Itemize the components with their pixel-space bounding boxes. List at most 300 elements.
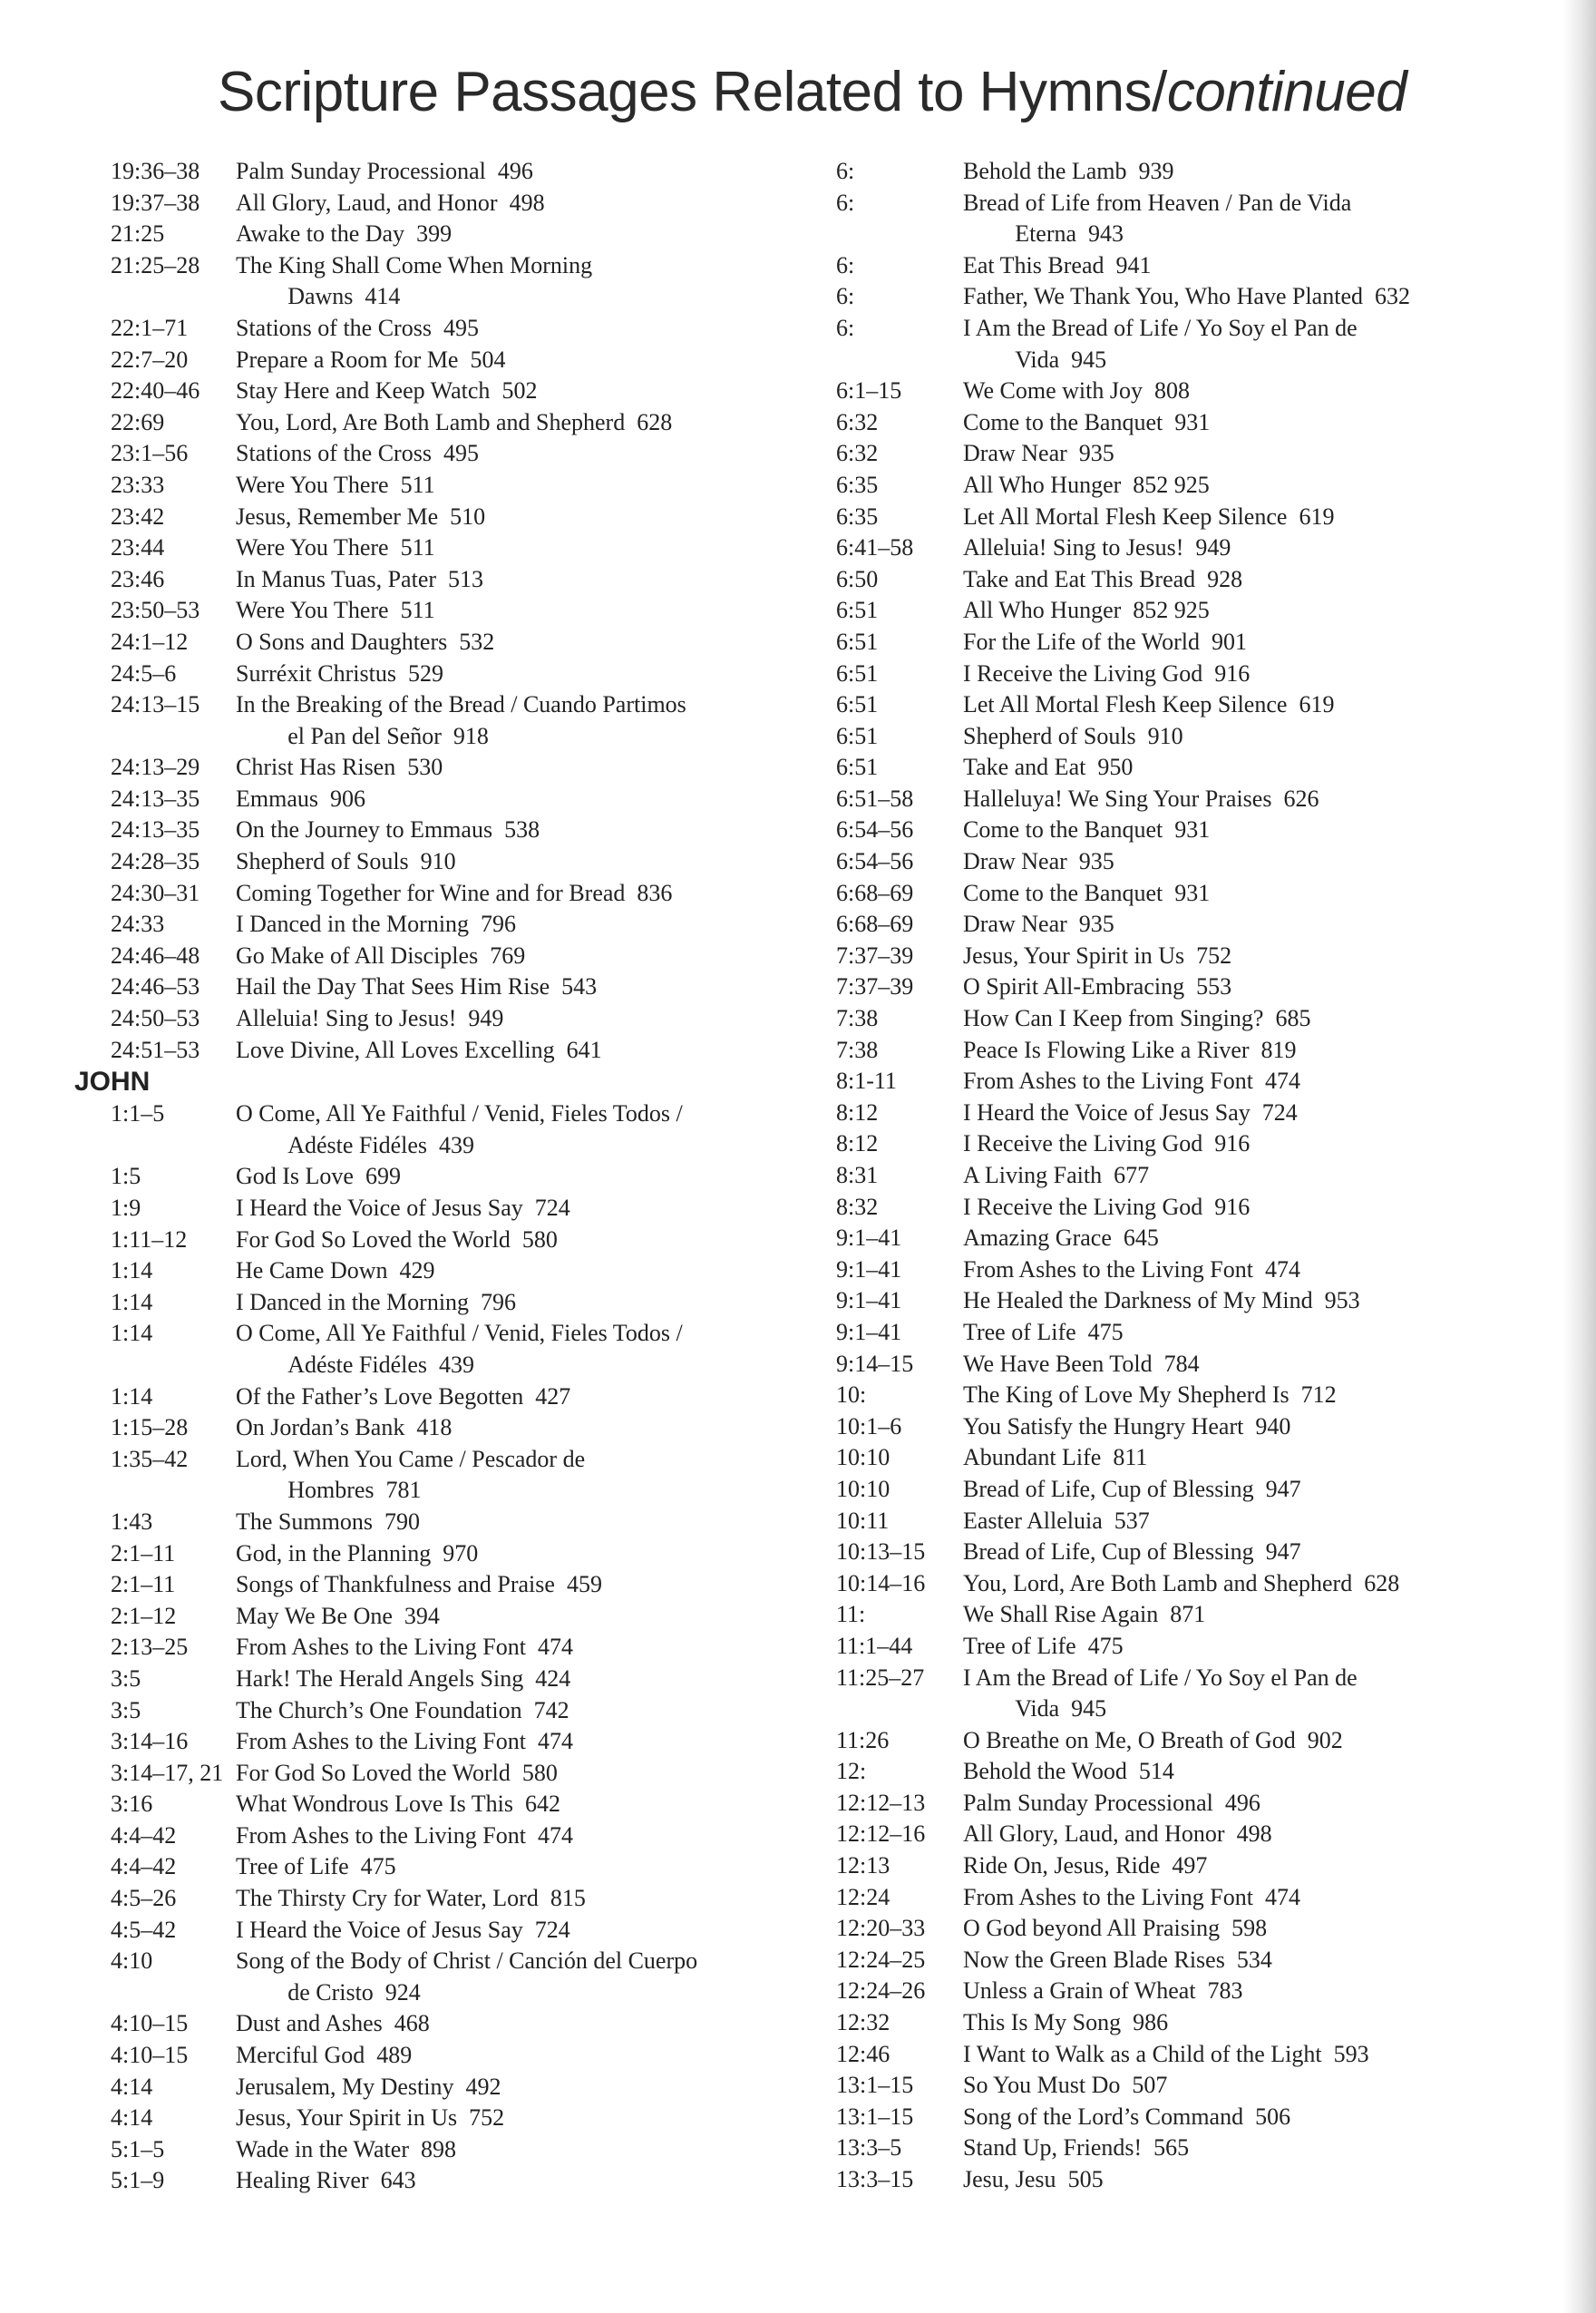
hymn-title: Surréxit Christus bbox=[236, 659, 396, 687]
hymn-number: 414 bbox=[365, 283, 401, 310]
hymn-number: 916 bbox=[1214, 1130, 1251, 1157]
hymn-number: 474 bbox=[1264, 1255, 1300, 1283]
hymn-title: Prepare a Room for Me bbox=[236, 346, 459, 373]
hymn-number: 543 bbox=[561, 973, 598, 1000]
index-entry bbox=[836, 1442, 1444, 1474]
hymn-title: Were You There bbox=[236, 471, 389, 498]
index-entry bbox=[111, 752, 700, 784]
hymn-title: Jesus, Your Spirit in Us bbox=[236, 2104, 458, 2132]
scripture-ref: 12:32 bbox=[836, 2009, 890, 2036]
index-entry bbox=[836, 1223, 1444, 1254]
hymn-title: Abundant Life bbox=[963, 1444, 1102, 1471]
scripture-ref: 1:35–42 bbox=[111, 1445, 189, 1472]
scripture-ref: 12:24 bbox=[836, 1883, 890, 1910]
hymn-entry bbox=[963, 564, 1444, 596]
hymn-entry bbox=[963, 1631, 1444, 1663]
hymn-title: I Receive the Living God bbox=[963, 1193, 1203, 1220]
hymn-entry bbox=[963, 1788, 1444, 1820]
scripture-ref: 6:41–58 bbox=[836, 534, 914, 561]
hymn-entry bbox=[236, 1946, 700, 2008]
hymn-entry bbox=[236, 752, 700, 784]
scripture-ref: 22:1–71 bbox=[111, 314, 189, 341]
index-entry bbox=[836, 1945, 1444, 1976]
index-entry bbox=[111, 689, 700, 752]
scripture-ref: 12:24–25 bbox=[836, 1946, 926, 1973]
scripture-ref: 4:14 bbox=[111, 2104, 153, 2132]
hymn-number: 507 bbox=[1132, 2072, 1168, 2099]
hymn-number: 532 bbox=[459, 628, 495, 655]
hymn-number: 819 bbox=[1260, 1036, 1297, 1063]
index-entry bbox=[111, 1412, 700, 1444]
hymn-entry bbox=[963, 659, 1444, 690]
hymn-number: 504 bbox=[470, 346, 506, 373]
hymn-title: Stand Up, Friends! bbox=[963, 2134, 1143, 2162]
scripture-ref: 6:51 bbox=[836, 659, 879, 687]
scripture-ref: 24:30–31 bbox=[111, 879, 200, 906]
scripture-ref: 10: bbox=[836, 1381, 867, 1409]
scripture-ref: 9:1–41 bbox=[836, 1225, 902, 1252]
hymn-entry bbox=[236, 502, 700, 533]
scripture-ref: 23:46 bbox=[111, 565, 165, 592]
hymn-number: 506 bbox=[1255, 2103, 1291, 2130]
hymn-entry bbox=[236, 595, 700, 627]
hymn-entry bbox=[963, 1223, 1444, 1254]
hymn-entry bbox=[963, 188, 1444, 250]
hymn-title: Jesus, Remember Me bbox=[236, 503, 439, 530]
hymn-number: 781 bbox=[385, 1477, 422, 1504]
hymn-entry bbox=[963, 1882, 1444, 1914]
hymn-number: 699 bbox=[365, 1163, 401, 1190]
index-entry bbox=[111, 1726, 700, 1758]
hymn-number: 645 bbox=[1123, 1225, 1159, 1252]
hymn-number: 598 bbox=[1231, 1915, 1268, 1942]
scripture-ref: 1:11–12 bbox=[111, 1225, 188, 1253]
scripture-ref: 24:28–35 bbox=[111, 848, 200, 875]
hymn-title: Palm Sunday Processional bbox=[236, 158, 486, 184]
hymn-entry bbox=[963, 1599, 1444, 1631]
hymn-number: 931 bbox=[1174, 408, 1211, 435]
hymn-entry bbox=[963, 784, 1444, 815]
hymn-title: This Is My Song bbox=[963, 2009, 1122, 2036]
hymn-entry bbox=[963, 1066, 1444, 1098]
hymn-entry bbox=[963, 1663, 1444, 1725]
scripture-ref: 13:1–15 bbox=[836, 2103, 914, 2130]
hymn-number: 796 bbox=[481, 1288, 517, 1315]
hymn-title: Amazing Grace bbox=[963, 1225, 1112, 1252]
hymn-number: 916 bbox=[1214, 1193, 1251, 1220]
scripture-ref: 22:7–20 bbox=[111, 346, 189, 373]
hymn-title: Shepherd of Souls bbox=[963, 722, 1136, 749]
index-entry bbox=[836, 281, 1444, 313]
index-entry bbox=[836, 407, 1444, 439]
hymn-entry bbox=[236, 1318, 700, 1381]
scripture-ref: 24:13–35 bbox=[111, 816, 200, 844]
index-entry bbox=[111, 1035, 700, 1067]
scripture-ref: 23:44 bbox=[111, 534, 165, 561]
hymn-entry bbox=[963, 1411, 1444, 1443]
scripture-ref: 1:15–28 bbox=[111, 1414, 189, 1441]
hymn-entry bbox=[963, 1317, 1444, 1349]
hymn-entry bbox=[236, 909, 700, 941]
hymn-number: 394 bbox=[404, 1602, 440, 1629]
scripture-ref: 6: bbox=[836, 251, 855, 278]
hymn-title: Bread of Life from Heaven / Pan de Vida Eterna bbox=[963, 189, 1352, 248]
hymn-number: 950 bbox=[1097, 754, 1134, 781]
hymn-entry bbox=[963, 470, 1444, 502]
hymn-number: 475 bbox=[1087, 1318, 1124, 1345]
hymn-title: Let All Mortal Flesh Keep Silence bbox=[963, 691, 1288, 718]
scripture-ref: 4:5–42 bbox=[111, 1916, 177, 1943]
index-entry bbox=[836, 1599, 1444, 1631]
hymn-entry bbox=[963, 1725, 1444, 1757]
hymn-number: 931 bbox=[1174, 816, 1211, 844]
hymn-title: Jesu, Jesu bbox=[963, 2166, 1056, 2192]
hymn-entry bbox=[236, 407, 700, 439]
index-entry bbox=[111, 941, 700, 972]
hymn-entry bbox=[236, 470, 700, 502]
hymn-title: Alleluia! Sing to Jesus! bbox=[963, 534, 1184, 561]
hymn-entry bbox=[963, 1098, 1444, 1129]
hymn-title: Tree of Life bbox=[236, 1853, 349, 1880]
scripture-ref: 6:32 bbox=[836, 408, 879, 435]
scripture-ref: 6: bbox=[836, 314, 855, 341]
scripture-ref: 6:51 bbox=[836, 691, 879, 718]
hymn-number: 439 bbox=[439, 1351, 474, 1378]
hymn-title: Easter Alleluia bbox=[963, 1507, 1103, 1534]
hymn-entry bbox=[963, 1285, 1444, 1317]
scripture-ref: 12:20–33 bbox=[836, 1915, 926, 1942]
hymn-title: The Summons bbox=[236, 1508, 373, 1535]
scripture-ref: 6:51 bbox=[836, 722, 879, 749]
hymn-title: Palm Sunday Processional bbox=[963, 1789, 1213, 1816]
hymn-entry bbox=[236, 2008, 700, 2040]
hymn-title: Emmaus bbox=[236, 785, 318, 812]
scripture-ref: 8:12 bbox=[836, 1130, 879, 1157]
hymn-title: I Am the Bread of Life / Yo Soy el Pan de Vida bbox=[963, 314, 1358, 373]
hymn-title: From Ashes to the Living Font bbox=[236, 1821, 526, 1849]
hymn-number: 489 bbox=[376, 2042, 413, 2069]
hymn-title: Behold the Lamb bbox=[963, 158, 1127, 184]
hymn-entry bbox=[963, 1254, 1444, 1286]
hymn-title: All Who Hunger bbox=[963, 597, 1122, 624]
scripture-ref: 24:5–6 bbox=[111, 659, 177, 687]
hymn-number: 949 bbox=[1195, 534, 1231, 561]
hymn-number: 474 bbox=[537, 1634, 573, 1661]
scripture-ref: 6:68–69 bbox=[836, 879, 914, 906]
index-entry bbox=[111, 1225, 700, 1256]
index-entry bbox=[111, 188, 700, 220]
scripture-ref: 12:13 bbox=[836, 1852, 890, 1879]
hymn-title: Take and Eat This Bread bbox=[963, 565, 1196, 592]
hymn-title: O Come, All Ye Faithful / Venid, Fieles Todos / Adéste Fidéles bbox=[236, 1320, 683, 1378]
scripture-ref: 6:68–69 bbox=[836, 911, 914, 938]
index-entry bbox=[111, 438, 700, 470]
index-entry bbox=[836, 1537, 1444, 1568]
hymn-entry bbox=[236, 1820, 700, 1852]
index-entry bbox=[111, 1255, 700, 1287]
index-entry bbox=[836, 846, 1444, 878]
hymn-number: 538 bbox=[504, 816, 540, 844]
hymn-entry bbox=[963, 1349, 1444, 1381]
hymn-entry bbox=[963, 971, 1444, 1003]
hymn-number: 953 bbox=[1324, 1287, 1360, 1314]
hymn-title: Awake to the Day bbox=[236, 220, 405, 248]
scripture-ref: 10:14–16 bbox=[836, 1569, 926, 1596]
hymn-title: Behold the Wood bbox=[963, 1758, 1127, 1785]
hymn-number: 811 bbox=[1113, 1444, 1148, 1471]
hymn-title: From Ashes to the Living Font bbox=[963, 1883, 1253, 1910]
hymn-number: 808 bbox=[1153, 377, 1190, 405]
hymn-title: The Thirsty Cry for Water, Lord bbox=[236, 1885, 539, 1912]
hymn-title: Come to the Banquet bbox=[963, 816, 1163, 844]
hymn-number: 628 bbox=[637, 408, 673, 435]
hymn-title: The King Shall Come When Morning Dawns bbox=[236, 251, 593, 310]
index-entry bbox=[836, 1285, 1444, 1317]
index-entry bbox=[111, 878, 700, 910]
scripture-ref: 7:38 bbox=[836, 1005, 879, 1032]
hymn-title: Love Divine, All Loves Excelling bbox=[236, 1036, 555, 1063]
scripture-ref: 1:14 bbox=[111, 1382, 153, 1410]
hymn-title: Stations of the Cross bbox=[236, 440, 432, 467]
hymn-entry bbox=[963, 1976, 1444, 2007]
scripture-ref: 7:37–39 bbox=[836, 973, 914, 1000]
index-entry bbox=[111, 1915, 700, 1947]
hymn-title: In Manus Tuas, Pater bbox=[236, 565, 437, 592]
hymn-number: 940 bbox=[1255, 1412, 1291, 1440]
hymn-number: 427 bbox=[535, 1382, 571, 1410]
hymn-title: What Wondrous Love Is This bbox=[236, 1791, 514, 1818]
hymn-title: Bread of Life, Cup of Blessing bbox=[963, 1538, 1254, 1566]
hymn-number: 497 bbox=[1172, 1852, 1208, 1879]
scripture-ref: 12:12–13 bbox=[836, 1789, 926, 1816]
hymn-title: Hark! The Herald Angels Sing bbox=[236, 1664, 524, 1692]
hymn-title: We Come with Joy bbox=[963, 377, 1143, 405]
hymn-entry bbox=[963, 407, 1444, 439]
scripture-ref: 23:1–56 bbox=[111, 440, 189, 467]
index-entry bbox=[836, 1349, 1444, 1381]
hymn-entry bbox=[963, 1850, 1444, 1882]
index-entry bbox=[836, 1254, 1444, 1286]
hymn-title: Come to the Banquet bbox=[963, 879, 1163, 906]
hymn-entry bbox=[236, 2040, 700, 2072]
hymn-title: Hail the Day That Sees Him Rise bbox=[236, 973, 550, 1000]
scripture-ref: 11:26 bbox=[836, 1726, 890, 1753]
hymn-title: Unless a Grain of Wheat bbox=[963, 1977, 1196, 2005]
index-entry bbox=[836, 1756, 1444, 1788]
index-entry bbox=[111, 784, 700, 815]
hymn-entry bbox=[236, 1883, 700, 1915]
index-entry bbox=[836, 1192, 1444, 1224]
scripture-ref: 4:10–15 bbox=[111, 2042, 189, 2069]
scripture-ref: 6:51 bbox=[836, 597, 879, 624]
scripture-ref: 3:5 bbox=[111, 1696, 141, 1723]
scripture-ref: 4:5–26 bbox=[111, 1885, 177, 1912]
hymn-title: I Am the Bread of Life / Yo Soy el Pan de Vida bbox=[963, 1664, 1358, 1723]
scripture-ref: 23:33 bbox=[111, 471, 165, 498]
hymn-title: God, in the Planning bbox=[236, 1539, 432, 1566]
hymn-entry bbox=[236, 1255, 700, 1287]
hymn-number: 796 bbox=[481, 911, 517, 938]
scripture-ref: 24:13–29 bbox=[111, 754, 200, 781]
index-entry bbox=[836, 1882, 1444, 1914]
index-entry bbox=[111, 1098, 700, 1161]
hymn-title: Take and Eat bbox=[963, 754, 1086, 781]
scripture-ref: 1:43 bbox=[111, 1508, 153, 1535]
scripture-ref: 6:51 bbox=[836, 628, 879, 655]
hymn-entry bbox=[963, 909, 1444, 941]
hymn-number: 580 bbox=[521, 1225, 558, 1253]
scripture-ref: 4:14 bbox=[111, 2073, 153, 2100]
hymn-entry bbox=[236, 1569, 700, 1601]
hymn-entry bbox=[963, 1003, 1444, 1035]
scripture-ref: 3:14–16 bbox=[111, 1728, 189, 1755]
scripture-ref: 11:1–44 bbox=[836, 1632, 913, 1659]
hymn-entry bbox=[236, 1225, 700, 1256]
hymn-number: 424 bbox=[535, 1664, 571, 1692]
scripture-ref: 2:1–12 bbox=[111, 1602, 177, 1629]
index-entry bbox=[111, 1193, 700, 1225]
hymn-number: 712 bbox=[1300, 1381, 1337, 1409]
scripture-ref: 9:1–41 bbox=[836, 1318, 902, 1345]
hymn-title: I Receive the Living God bbox=[963, 1130, 1203, 1157]
hymn-number: 511 bbox=[400, 471, 435, 498]
hymn-number: 498 bbox=[509, 189, 545, 216]
scripture-ref: 19:37–38 bbox=[111, 189, 200, 216]
hymn-number: 685 bbox=[1275, 1005, 1311, 1032]
hymn-number: 769 bbox=[490, 942, 526, 969]
hymn-number: 498 bbox=[1236, 1820, 1272, 1848]
hymn-entry bbox=[963, 1035, 1444, 1067]
index-entry bbox=[111, 2040, 700, 2072]
hymn-entry bbox=[236, 564, 700, 596]
hymn-number: 935 bbox=[1078, 911, 1114, 938]
hymn-entry bbox=[236, 1789, 700, 1820]
index-entry bbox=[836, 2132, 1444, 2164]
hymn-entry bbox=[963, 2164, 1444, 2196]
hymn-entry bbox=[236, 1444, 700, 1507]
hymn-entry bbox=[963, 1380, 1444, 1411]
hymn-entry bbox=[963, 1819, 1444, 1850]
hymn-title: Lord, When You Came / Pescador de Hombres bbox=[236, 1445, 586, 1504]
title-continued: continued bbox=[1166, 61, 1407, 123]
hymn-entry bbox=[963, 1756, 1444, 1788]
scripture-ref: 8:32 bbox=[836, 1193, 879, 1220]
hymn-entry bbox=[963, 1913, 1444, 1945]
hymn-entry bbox=[236, 1601, 700, 1633]
hymn-title: We Shall Rise Again bbox=[963, 1601, 1159, 1628]
hymn-number: 510 bbox=[450, 503, 486, 530]
scripture-ref: 10:10 bbox=[836, 1444, 890, 1471]
index-entry bbox=[111, 1820, 700, 1852]
hymn-entry bbox=[236, 1695, 700, 1727]
index-entry bbox=[836, 878, 1444, 910]
hymn-number: 632 bbox=[1374, 283, 1410, 310]
index-entry bbox=[111, 156, 700, 188]
hymn-title: Tree of Life bbox=[963, 1632, 1076, 1659]
hymn-number: 474 bbox=[1264, 1068, 1300, 1095]
index-entry bbox=[111, 815, 700, 846]
hymn-number: 852 925 bbox=[1133, 597, 1210, 624]
hymn-title: In the Breaking of the Bread / Cuando Partimos el Pan del Señor bbox=[236, 691, 686, 749]
hymn-title: All Glory, Laud, and Honor bbox=[963, 1820, 1225, 1848]
hymn-number: 931 bbox=[1174, 879, 1211, 906]
hymn-title: You, Lord, Are Both Lamb and Shepherd bbox=[236, 408, 626, 435]
scripture-ref: 22:40–46 bbox=[111, 377, 200, 405]
hymn-entry bbox=[963, 721, 1444, 753]
hymn-number: 939 bbox=[1138, 158, 1174, 184]
hymn-entry bbox=[236, 1003, 700, 1035]
hymn-title: From Ashes to the Living Font bbox=[963, 1255, 1253, 1283]
hymn-number: 534 bbox=[1236, 1946, 1272, 1973]
index-entry bbox=[836, 1066, 1444, 1098]
index-entry bbox=[836, 659, 1444, 690]
hymn-entry bbox=[236, 1851, 700, 1883]
scripture-ref: 7:37–39 bbox=[836, 942, 914, 969]
scripture-ref: 4:4–42 bbox=[111, 1821, 177, 1849]
index-entry bbox=[836, 1568, 1444, 1600]
hymn-number: 918 bbox=[453, 722, 489, 749]
index-entry bbox=[111, 2008, 700, 2040]
hymn-number: 496 bbox=[497, 158, 533, 184]
scripture-ref: 9:14–15 bbox=[836, 1350, 914, 1377]
index-entry bbox=[111, 1758, 700, 1790]
hymn-entry bbox=[236, 784, 700, 815]
hymn-number: 643 bbox=[380, 2167, 416, 2194]
hymn-title: Father, We Thank You, Who Have Planted bbox=[963, 283, 1363, 310]
index-entry bbox=[836, 1411, 1444, 1443]
hymn-entry bbox=[236, 1726, 700, 1758]
index-entry bbox=[111, 1632, 700, 1664]
hymn-number: 752 bbox=[1196, 942, 1232, 969]
index-entry bbox=[111, 345, 700, 376]
index-entry bbox=[111, 532, 700, 564]
hymn-title: He Healed the Darkness of My Mind bbox=[963, 1287, 1313, 1314]
hymn-entry bbox=[236, 1915, 700, 1947]
scripture-ref: 11:25–27 bbox=[836, 1664, 925, 1691]
index-entry bbox=[836, 752, 1444, 784]
index-entry bbox=[836, 909, 1444, 941]
scripture-ref: 8:31 bbox=[836, 1162, 879, 1188]
hymn-entry bbox=[963, 689, 1444, 721]
hymn-entry bbox=[236, 1412, 700, 1444]
hymn-entry bbox=[963, 313, 1444, 376]
index-entry bbox=[836, 1850, 1444, 1882]
scripture-ref: 1:1–5 bbox=[111, 1100, 165, 1127]
hymn-title: Halleluya! We Sing Your Praises bbox=[963, 785, 1272, 812]
hymn-entry bbox=[236, 1381, 700, 1413]
index-entry bbox=[111, 1318, 700, 1381]
hymn-number: 970 bbox=[443, 1539, 479, 1566]
hymn-number: 580 bbox=[521, 1759, 558, 1786]
hymn-entry bbox=[236, 941, 700, 972]
scripture-ref: 8:1-11 bbox=[836, 1068, 897, 1095]
hymn-title: From Ashes to the Living Font bbox=[963, 1068, 1253, 1095]
index-entry bbox=[836, 2070, 1444, 2102]
scripture-ref: 8:12 bbox=[836, 1098, 879, 1126]
hymn-number: 502 bbox=[501, 377, 538, 405]
hymn-entry bbox=[963, 595, 1444, 627]
index-entry bbox=[111, 502, 700, 533]
hymn-entry bbox=[236, 846, 700, 878]
scripture-ref: 6:35 bbox=[836, 503, 879, 530]
index-entry bbox=[836, 1976, 1444, 2007]
hymn-entry bbox=[236, 659, 700, 690]
index-entry bbox=[111, 1883, 700, 1915]
hymn-number: 474 bbox=[1264, 1883, 1300, 1910]
hymn-number: 742 bbox=[533, 1696, 569, 1723]
hymn-number: 910 bbox=[1147, 722, 1183, 749]
hymn-number: 928 bbox=[1207, 565, 1243, 592]
